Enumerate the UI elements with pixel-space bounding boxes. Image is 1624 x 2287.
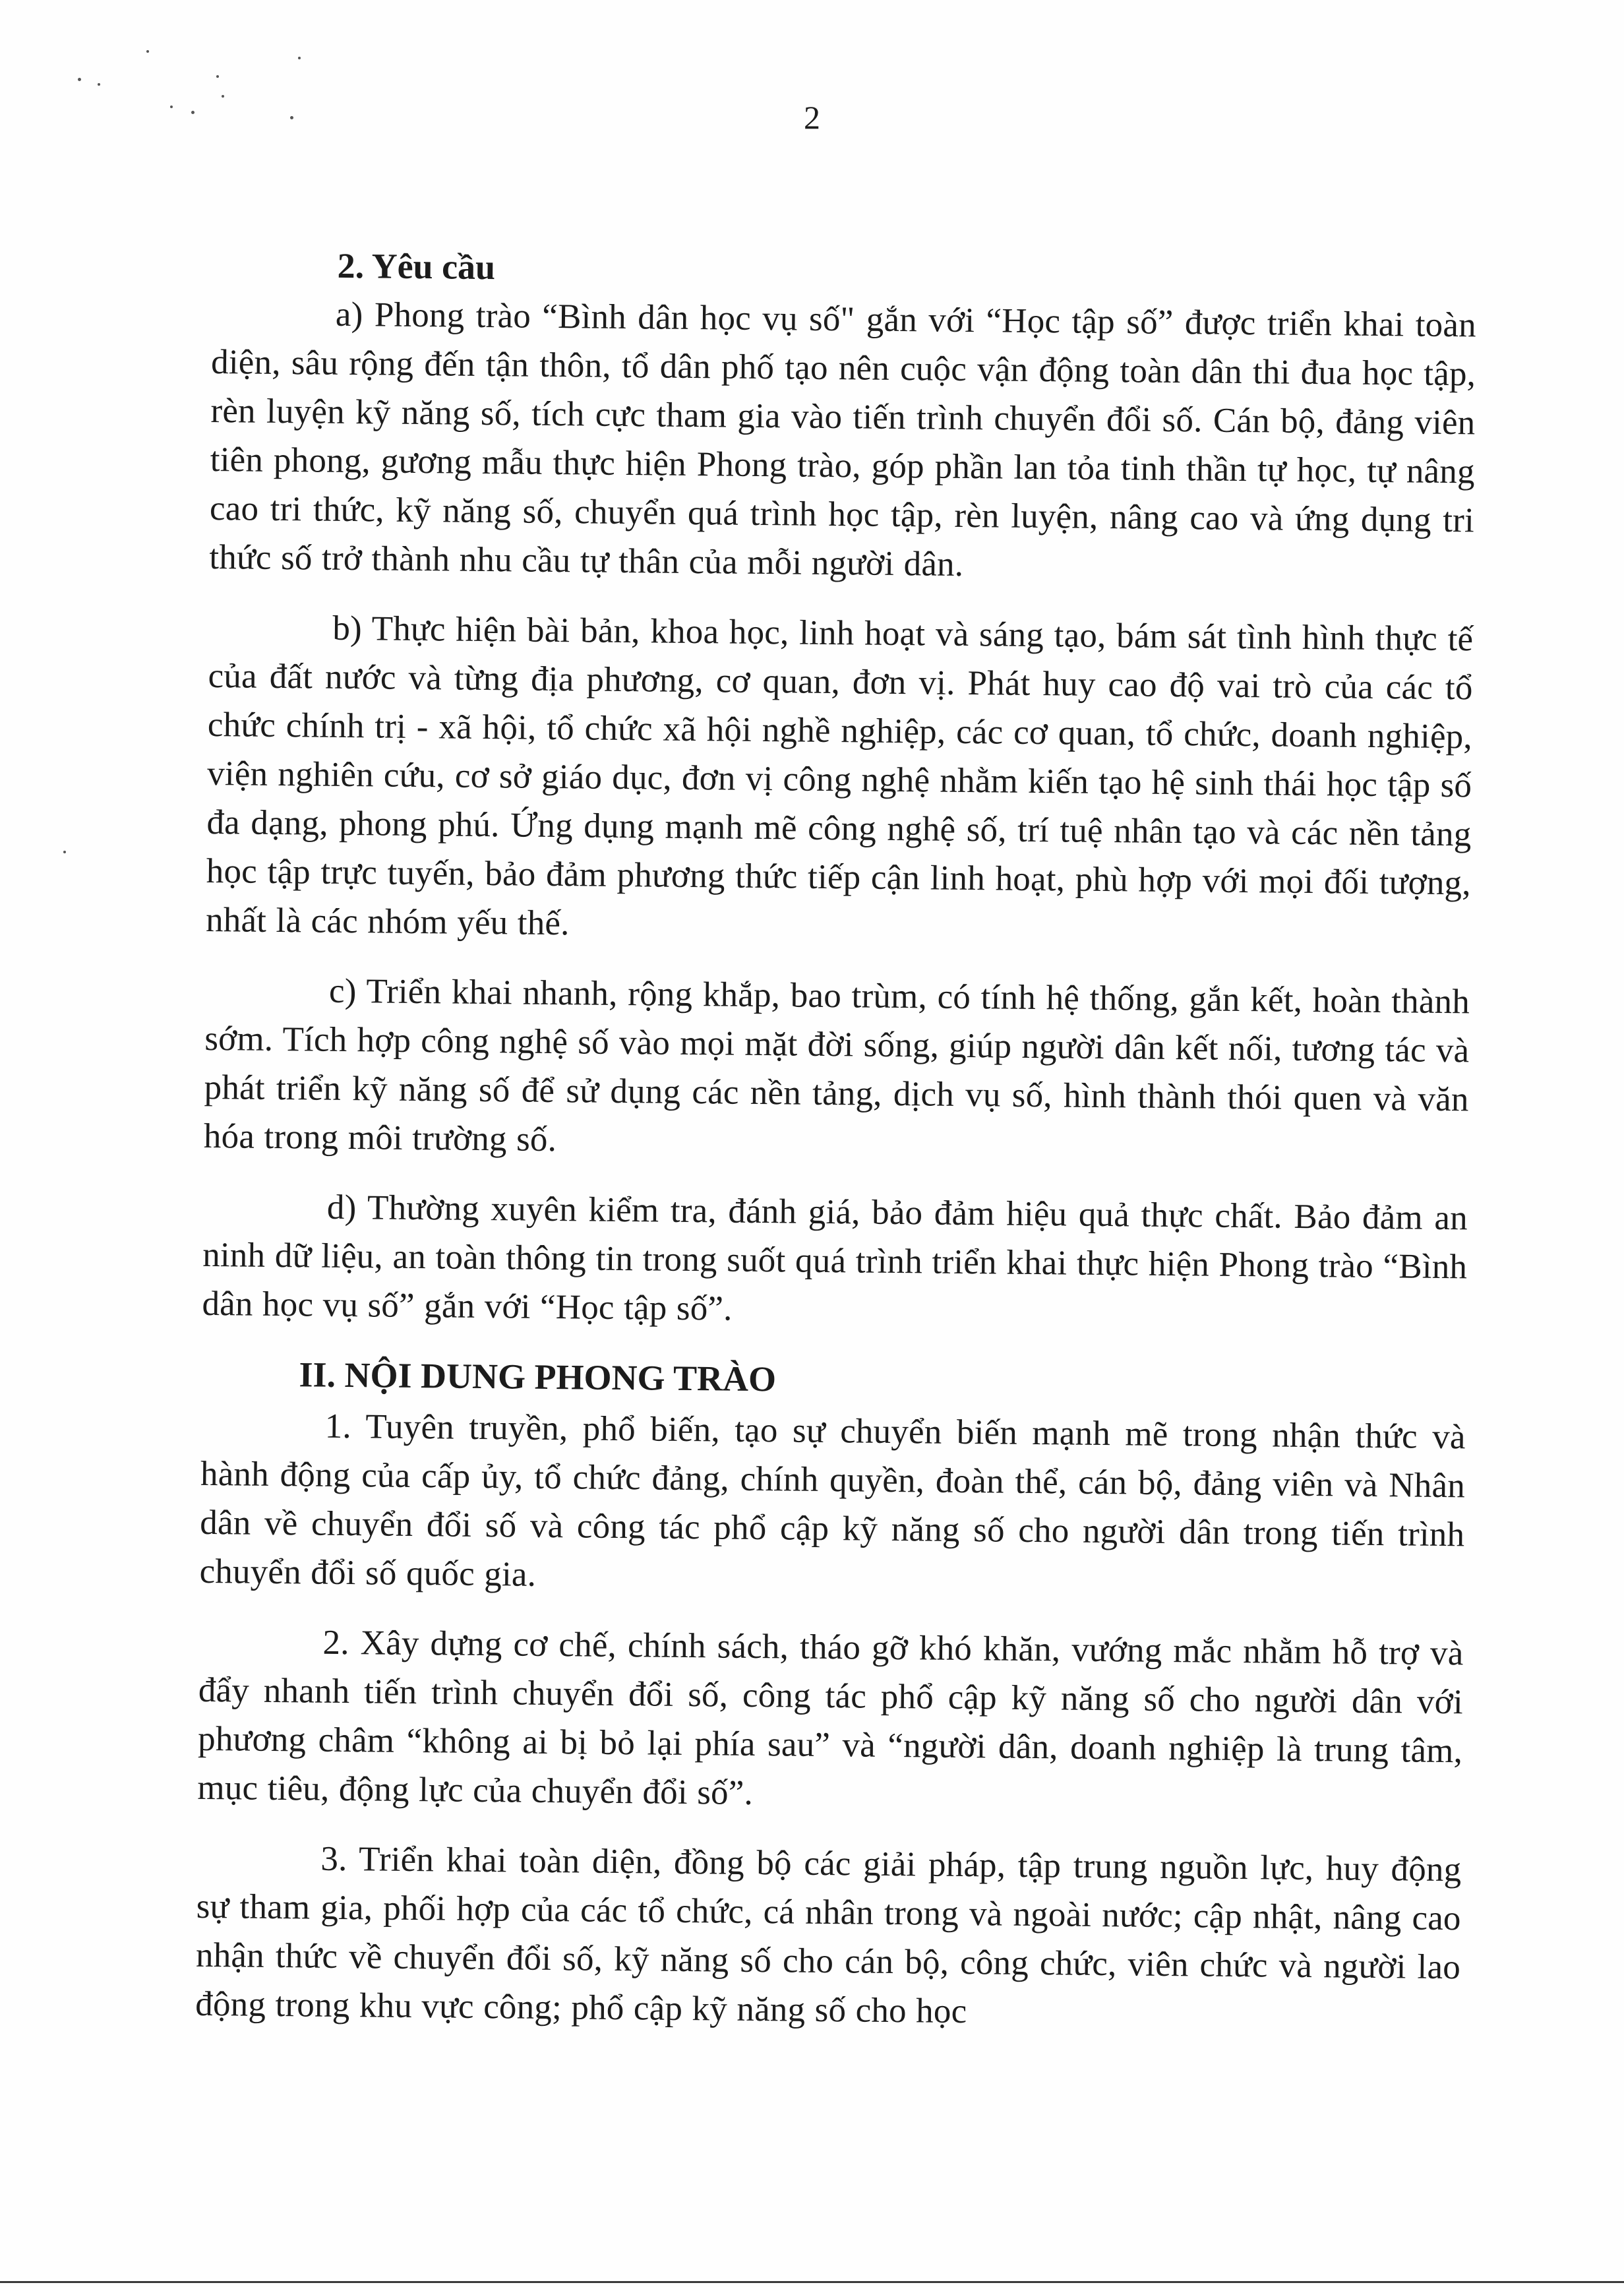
paragraph-a: a) Phong trào “Bình dân học vụ số" gắn với “Học tập số” được triển khai toàn diện, sâu rộng đến tận thôn, tổ dân phố tạo nên cuộc vận động toàn dân thi đua học tập, rèn luyện kỹ năng số, tích cực tham gia vào tiến trình chuyển đổi số. Cán bộ, đảng viên tiên phong, gương mẫu thực hiện Phong trào, góp phần lan tỏa tinh thần tự học, tự nâng cao tri thức, kỹ năng số, chuyển quá trình học tập, rèn luyện, nâng cao và ứng dụng tri thức số trở thành nhu cầu tự thân của mỗi người dân.: [209, 295, 1477, 584]
page-number: 2: [804, 99, 820, 136]
paragraph-3: 3. Triển khai toàn diện, đồng bộ các giải pháp, tập trung nguồn lực, huy động sự tham gia, phối hợp của các tổ chức, cá nhân trong và ngoài nước; cập nhật, nâng cao nhận thức về chuyển đổi số, kỹ năng số cho cán bộ, công chức, viên chức và người lao động trong khu vực công; phổ cập kỹ năng số cho học: [195, 1839, 1462, 2031]
paragraph-b: b) Thực hiện bài bản, khoa học, linh hoạt và sáng tạo, bám sát tình hình thực tế của đất nước và từng địa phương, cơ quan, đơn vị. Phát huy cao độ vai trò của các tổ chức chính trị - xã hội, tổ chức xã hội nghề nghiệp, các cơ quan, tổ chức, doanh nghiệp, viện nghiên cứu, cơ sở giáo dục, đơn vị công nghệ nhằm kiến tạo hệ sinh thái học tập số đa dạng, phong phú. Ứng dụng mạnh mẽ công nghệ số, trí tuệ nhân tạo và các nền tảng học tập trực tuyến, bảo đảm phương thức tiếp cận linh hoạt, phù hợp với mọi đối tượng, nhất là các nhóm yếu thế.: [205, 609, 1474, 943]
paragraph-c: c) Triển khai nhanh, rộng khắp, bao trùm, có tính hệ thống, gắn kết, hoàn thành sớm. Tích hợp công nghệ số vào mọi mặt đời sống, giúp người dân kết nối, tương tác và phát triển kỹ năng số để sử dụng các nền tảng, dịch vụ số, hình thành thói quen và văn hóa trong môi trường số.: [203, 971, 1470, 1159]
section-heading-requirements: 2. Yêu cầu: [337, 245, 496, 288]
scan-edge-line: [0, 2281, 1624, 2283]
section-heading-content: II. NỘI DUNG PHONG TRÀO: [299, 1355, 777, 1399]
paragraph-d: d) Thường xuyên kiểm tra, đánh giá, bảo đảm hiệu quả thực chất. Bảo đảm an ninh dữ liệu, an toàn thông tin trong suốt quá trình triển khai thực hiện Phong trào “Bình dân học vụ số” gắn với “Học tập số”.: [202, 1188, 1468, 1328]
document-body: [195, 240, 1477, 2061]
paragraph-1: 1. Tuyên truyền, phổ biến, tạo sự chuyển biến mạnh mẽ trong nhận thức và hành động của cấp ủy, tổ chức đảng, chính quyền, đoàn thể, cán bộ, đảng viên và Nhân dân về chuyển đổi số và công tác phổ cập kỹ năng số cho người dân trong tiến trình chuyển đổi số quốc gia.: [199, 1407, 1466, 1594]
paragraph-2: 2. Xây dựng cơ chế, chính sách, tháo gỡ khó khăn, vướng mắc nhằm hỗ trợ và đẩy nhanh tiến trình chuyển đổi số, công tác phổ cập kỹ năng số cho người dân với phương châm “không ai bị bỏ lại phía sau” và “người dân, doanh nghiệp là trung tâm, mục tiêu, động lực của chuyển đổi số”.: [197, 1623, 1464, 1812]
